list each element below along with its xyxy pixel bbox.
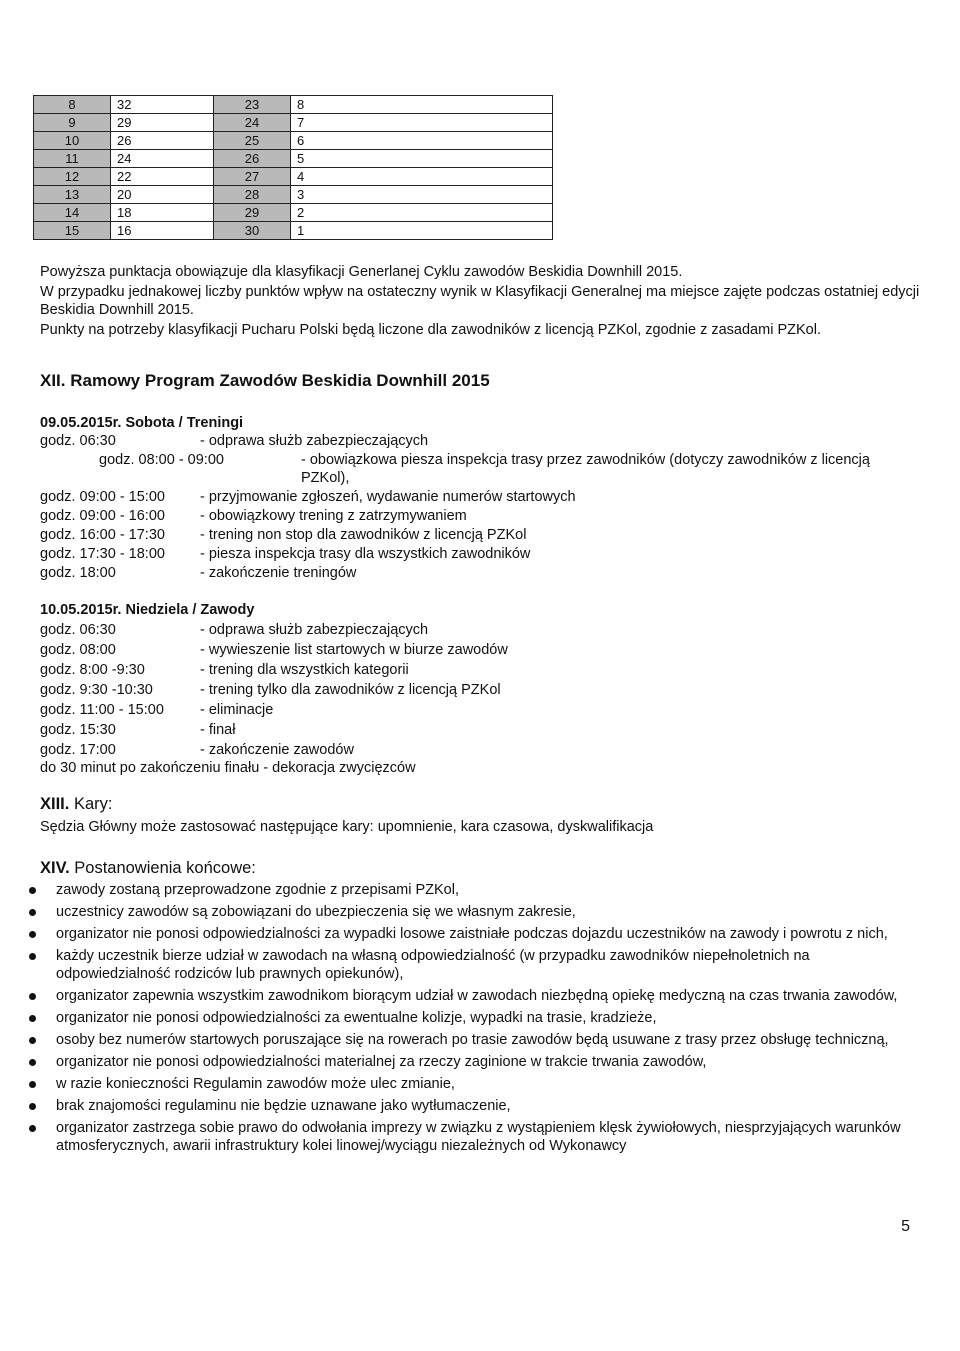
- list-item-text: organizator zastrzega sobie prawo do odwołania imprezy w związku z wystąpieniem klęsk żywiołowych, niesprzyjających warunków atmosferycznych, awarii infrastruktury kolei linowej/wyciągu niezależnych od Wykonawcy: [56, 1120, 901, 1154]
- schedule-time: godz. 08:00 - 09:00: [99, 452, 224, 468]
- points-cell: 15: [34, 222, 111, 240]
- points-cell: 8: [291, 96, 553, 114]
- list-item: [0, 1119, 920, 1155]
- points-row: [34, 150, 553, 168]
- final-provisions-list: [0, 881, 920, 1155]
- list-item: [0, 1053, 920, 1071]
- schedule-time: godz. 11:00 - 15:00: [40, 702, 164, 718]
- list-item-text: organizator nie ponosi odpowiedzialności materialnej za rzeczy zaginione w trakcie trwania zawodów,: [56, 1054, 707, 1070]
- section-13-number: XIII.: [40, 795, 70, 813]
- points-cell: 26: [214, 150, 291, 168]
- bullet-icon: [29, 909, 36, 916]
- intro-line-2: W przypadku jednakowej liczby punktów wpływ na ostateczny wynik w Klasyfikacji Generalnej ma miejsce zajęte podczas ostatniej edycji Beskidia Downhill 2015.: [40, 284, 920, 318]
- bullet-icon: [29, 931, 36, 938]
- section-13-heading: [40, 795, 920, 813]
- day-2-program: [40, 601, 920, 777]
- schedule-description: - obowiązkowa piesza inspekcja trasy przez zawodników (dotyczy zawodników z licencją PZKol),: [301, 452, 870, 486]
- schedule-description: - trening tylko dla zawodników z licencją PZKol: [200, 682, 501, 698]
- points-cell: 10: [34, 132, 111, 150]
- list-item-text: osoby bez numerów startowych poruszające się na rowerach po trasie zawodów będą usuwane z trasy przez obsługę techniczną,: [56, 1032, 889, 1048]
- points-row: [34, 186, 553, 204]
- day-2-heading: 10.05.2015r. Niedziela / Zawody: [40, 602, 255, 618]
- points-cell: 9: [34, 114, 111, 132]
- points-row: [34, 168, 553, 186]
- schedule-row: [40, 545, 920, 563]
- list-item: [0, 1097, 920, 1115]
- points-cell: 2: [291, 204, 553, 222]
- day-2-footer: do 30 minut po zakończeniu finału - dekoracja zwycięzców: [40, 760, 416, 776]
- section-13: [40, 795, 920, 836]
- points-cell: 29: [111, 114, 214, 132]
- points-cell: 32: [111, 96, 214, 114]
- points-row: [34, 222, 553, 240]
- schedule-row: [40, 507, 920, 525]
- schedule-description: - trening dla wszystkich kategorii: [200, 662, 409, 678]
- bullet-icon: [29, 1015, 36, 1022]
- points-row: [34, 114, 553, 132]
- section-12-heading: XII. Ramowy Program Zawodów Beskidia Downhill 2015: [40, 371, 490, 390]
- list-item: [0, 925, 920, 943]
- points-cell: 16: [111, 222, 214, 240]
- schedule-description: - obowiązkowy trening z zatrzymywaniem: [200, 508, 467, 524]
- list-item: [0, 881, 920, 899]
- schedule-time: godz. 17:30 - 18:00: [40, 546, 165, 562]
- day-1-program: [40, 414, 920, 582]
- intro-text: [40, 263, 920, 339]
- schedule-row: [40, 741, 920, 759]
- points-cell: 14: [34, 204, 111, 222]
- day-1-heading: 09.05.2015r. Sobota / Treningi: [40, 415, 244, 431]
- schedule-time: godz. 9:30 -10:30: [40, 682, 153, 698]
- list-item: [0, 1075, 920, 1093]
- points-cell: 28: [214, 186, 291, 204]
- points-row: [34, 96, 553, 114]
- list-item-text: organizator nie ponosi odpowiedzialności za wypadki losowe zaistniałe podczas dojazdu uczestników na zawody i powrotu z nich,: [56, 926, 888, 942]
- bullet-icon: [29, 1103, 36, 1110]
- list-item: [0, 987, 920, 1005]
- schedule-row: [40, 451, 920, 487]
- section-14-title: Postanowienia końcowe:: [74, 859, 256, 877]
- schedule-time: godz. 16:00 - 17:30: [40, 527, 165, 543]
- bullet-icon: [29, 887, 36, 894]
- points-cell: 24: [214, 114, 291, 132]
- list-item-text: uczestnicy zawodów są zobowiązani do ubezpieczenia się we własnym zakresie,: [56, 904, 576, 920]
- schedule-row: [40, 432, 920, 450]
- points-cell: 20: [111, 186, 214, 204]
- section-13-text: Sędzia Główny może zastosować następujące kary: upomnienie, kara czasowa, dyskwalifikacja: [40, 819, 654, 835]
- list-item-text: zawody zostaną przeprowadzone zgodnie z przepisami PZKol,: [56, 882, 459, 898]
- bullet-icon: [29, 1081, 36, 1088]
- points-cell: 30: [214, 222, 291, 240]
- section-14-number: XIV.: [40, 859, 70, 877]
- schedule-row: [40, 661, 920, 679]
- list-item-text: organizator zapewnia wszystkim zawodnikom biorącym udział w zawodach niezbędną opiekę medyczną na czas trwania zawodów,: [56, 988, 898, 1004]
- list-item: [0, 1009, 920, 1027]
- list-item-text: organizator nie ponosi odpowiedzialności za ewentualne kolizje, wypadki na trasie, kradzieże,: [56, 1010, 657, 1026]
- list-item-text: w razie konieczności Regulamin zawodów może ulec zmianie,: [56, 1076, 455, 1092]
- bullet-icon: [29, 1037, 36, 1044]
- schedule-row: [40, 681, 920, 699]
- points-cell: 29: [214, 204, 291, 222]
- points-cell: 8: [34, 96, 111, 114]
- points-row: [34, 132, 553, 150]
- schedule-description: - wywieszenie list startowych w biurze zawodów: [200, 642, 508, 658]
- schedule-time: godz. 09:00 - 16:00: [40, 508, 165, 524]
- points-cell: 5: [291, 150, 553, 168]
- schedule-description: - zakończenie zawodów: [200, 742, 354, 758]
- schedule-description: - piesza inspekcja trasy dla wszystkich zawodników: [200, 546, 531, 562]
- schedule-row: [40, 701, 920, 719]
- schedule-row: [40, 721, 920, 739]
- points-cell: 26: [111, 132, 214, 150]
- schedule-time: godz. 17:00: [40, 742, 116, 758]
- points-cell: 6: [291, 132, 553, 150]
- schedule-description: - zakończenie treningów: [200, 565, 357, 581]
- points-cell: 12: [34, 168, 111, 186]
- schedule-description: - przyjmowanie zgłoszeń, wydawanie numerów startowych: [200, 489, 576, 505]
- points-cell: 4: [291, 168, 553, 186]
- intro-line-3: Punkty na potrzeby klasyfikacji Pucharu Polski będą liczone dla zawodników z licencją PZKol, zgodnie z zasadami PZKol.: [40, 322, 821, 338]
- points-cell: 3: [291, 186, 553, 204]
- bullet-icon: [29, 993, 36, 1000]
- intro-line-1: Powyższa punktacja obowiązuje dla klasyfikacji Generlanej Cyklu zawodów Beskidia Downhill 2015.: [40, 264, 683, 280]
- section-13-title: Kary:: [73, 795, 113, 813]
- section-14: [40, 859, 920, 1159]
- points-cell: 25: [214, 132, 291, 150]
- section-14-heading: [40, 859, 920, 877]
- schedule-description: - odprawa służb zabezpieczających: [200, 622, 429, 638]
- bullet-icon: [29, 953, 36, 960]
- schedule-time: godz. 09:00 - 15:00: [40, 489, 165, 505]
- points-cell: 22: [111, 168, 214, 186]
- schedule-time: godz. 06:30: [40, 622, 116, 638]
- points-cell: 23: [214, 96, 291, 114]
- list-item: [0, 947, 920, 983]
- points-table: [33, 95, 553, 240]
- points-cell: 13: [34, 186, 111, 204]
- list-item-text: brak znajomości regulaminu nie będzie uznawane jako wytłumaczenie,: [56, 1098, 511, 1114]
- points-row: [34, 204, 553, 222]
- list-item-text: każdy uczestnik bierze udział w zawodach na własną odpowiedzialność (w przypadku zawodników niepełnoletnich na odpowiedzialność rodziców lub prawnych opiekunów),: [56, 948, 810, 982]
- schedule-row: [40, 621, 920, 639]
- schedule-row: [40, 564, 920, 582]
- schedule-description: - trening non stop dla zawodników z licencją PZKol: [200, 527, 527, 543]
- points-cell: 1: [291, 222, 553, 240]
- schedule-time: godz. 15:30: [40, 722, 116, 738]
- bullet-icon: [29, 1059, 36, 1066]
- schedule-description: - finał: [200, 722, 236, 738]
- list-item: [0, 1031, 920, 1049]
- points-cell: 7: [291, 114, 553, 132]
- schedule-time: godz. 18:00: [40, 565, 116, 581]
- schedule-row: [40, 488, 920, 506]
- schedule-description: - odprawa służb zabezpieczających: [200, 433, 429, 449]
- points-cell: 27: [214, 168, 291, 186]
- points-cell: 11: [34, 150, 111, 168]
- schedule-description: - eliminacje: [200, 702, 274, 718]
- schedule-row: [40, 641, 920, 659]
- points-cell: 24: [111, 150, 214, 168]
- schedule-row: [40, 526, 920, 544]
- bullet-icon: [29, 1125, 36, 1132]
- page-number: 5: [901, 1218, 910, 1235]
- points-cell: 18: [111, 204, 214, 222]
- schedule-time: godz. 8:00 -9:30: [40, 662, 145, 678]
- schedule-time: godz. 08:00: [40, 642, 116, 658]
- section-12-title: [40, 372, 920, 390]
- list-item: [0, 903, 920, 921]
- schedule-time: godz. 06:30: [40, 433, 116, 449]
